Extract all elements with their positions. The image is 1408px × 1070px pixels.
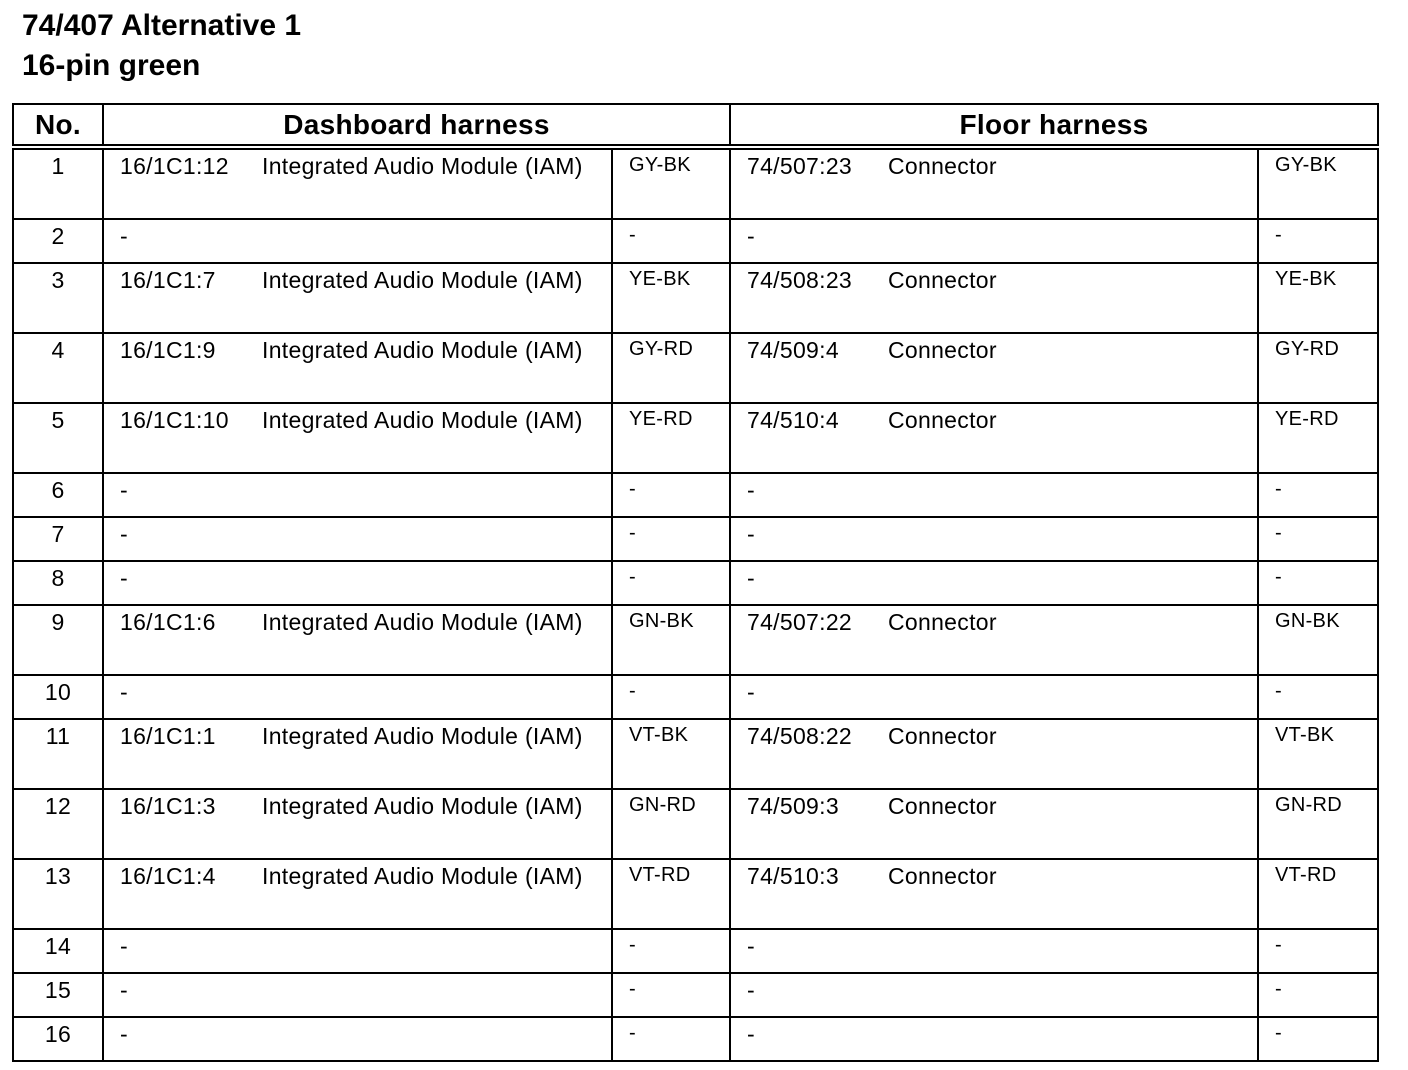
dashboard-cell xyxy=(103,263,612,333)
dashboard-wire-color: - xyxy=(612,1017,730,1061)
dashboard-cell xyxy=(103,789,612,859)
floor-cell xyxy=(730,561,1258,605)
floor-cell xyxy=(730,473,1258,517)
floor-component: Connector xyxy=(888,609,997,635)
floor-cell xyxy=(730,929,1258,973)
floor-pin-code: - xyxy=(747,977,755,1003)
dashboard-cell xyxy=(103,517,612,561)
floor-cell xyxy=(730,859,1258,929)
dashboard-pin-code: 16/1C1:12 xyxy=(120,153,229,179)
pin-number: 10 xyxy=(13,675,103,719)
floor-pin-code: 74/510:4 xyxy=(747,407,839,433)
floor-pin-code: 74/510:3 xyxy=(747,863,839,889)
floor-wire-color: YE-BK xyxy=(1258,263,1378,333)
dashboard-cell xyxy=(103,605,612,675)
dashboard-wire-color: - xyxy=(612,561,730,605)
floor-wire-color: YE-RD xyxy=(1258,403,1378,473)
pin-number: 2 xyxy=(13,219,103,263)
floor-component xyxy=(888,221,1257,252)
dashboard-wire-color: GY-RD xyxy=(612,333,730,403)
table-header-row xyxy=(13,104,1378,147)
floor-cell xyxy=(730,147,1258,219)
dashboard-cell xyxy=(103,719,612,789)
dashboard-cell xyxy=(103,973,612,1017)
header-dashboard-harness: Dashboard harness xyxy=(103,104,730,147)
floor-wire-color: - xyxy=(1258,219,1378,263)
floor-cell xyxy=(730,973,1258,1017)
floor-cell xyxy=(730,675,1258,719)
dashboard-component xyxy=(262,475,611,506)
dashboard-pin-code: 16/1C1:6 xyxy=(120,609,216,635)
floor-wire-color: VT-BK xyxy=(1258,719,1378,789)
dashboard-wire-color: VT-BK xyxy=(612,719,730,789)
floor-wire-color: - xyxy=(1258,561,1378,605)
dashboard-component xyxy=(262,519,611,550)
dashboard-wire-color: GN-BK xyxy=(612,605,730,675)
dashboard-component: Integrated Audio Module (IAM) xyxy=(262,723,583,749)
dashboard-component: Integrated Audio Module (IAM) xyxy=(262,153,583,179)
dashboard-pin-code: 16/1C1:3 xyxy=(120,793,216,819)
floor-component: Connector xyxy=(888,267,997,293)
dashboard-wire-color: GN-RD xyxy=(612,789,730,859)
dashboard-cell xyxy=(103,333,612,403)
pin-rows xyxy=(13,147,1378,1061)
dashboard-pin-code: - xyxy=(120,565,128,591)
dashboard-pin-code: 16/1C1:10 xyxy=(120,407,229,433)
pin-number: 5 xyxy=(13,403,103,473)
table-row xyxy=(13,561,1378,605)
dashboard-pin-code: - xyxy=(120,977,128,1003)
table-row xyxy=(13,789,1378,859)
dashboard-wire-color: - xyxy=(612,517,730,561)
dashboard-wire-color: YE-RD xyxy=(612,403,730,473)
pin-number: 11 xyxy=(13,719,103,789)
floor-component xyxy=(888,519,1257,550)
dashboard-pin-code: - xyxy=(120,933,128,959)
floor-component: Connector xyxy=(888,793,997,819)
floor-pin-code: - xyxy=(747,565,755,591)
document-title xyxy=(22,6,301,86)
dashboard-pin-code: 16/1C1:7 xyxy=(120,267,216,293)
pin-number: 7 xyxy=(13,517,103,561)
dashboard-pin-code: 16/1C1:4 xyxy=(120,863,216,889)
dashboard-component xyxy=(262,563,611,594)
dashboard-cell xyxy=(103,219,612,263)
floor-cell xyxy=(730,333,1258,403)
dashboard-component: Integrated Audio Module (IAM) xyxy=(262,609,583,635)
floor-component xyxy=(888,563,1257,594)
floor-pin-code: 74/508:22 xyxy=(747,723,853,749)
dashboard-pin-code: 16/1C1:1 xyxy=(120,723,216,749)
header-floor-harness: Floor harness xyxy=(730,104,1378,147)
floor-component xyxy=(888,475,1257,506)
floor-component xyxy=(888,677,1257,708)
table-row xyxy=(13,473,1378,517)
dashboard-component: Integrated Audio Module (IAM) xyxy=(262,267,583,293)
floor-cell xyxy=(730,789,1258,859)
pin-number: 3 xyxy=(13,263,103,333)
table-row xyxy=(13,605,1378,675)
floor-pin-code: 74/509:4 xyxy=(747,337,839,363)
floor-wire-color: - xyxy=(1258,473,1378,517)
dashboard-wire-color: YE-BK xyxy=(612,263,730,333)
dashboard-component xyxy=(262,221,611,252)
table-row xyxy=(13,403,1378,473)
floor-pin-code: 74/508:23 xyxy=(747,267,853,293)
dashboard-wire-color: - xyxy=(612,929,730,973)
pin-number: 8 xyxy=(13,561,103,605)
floor-wire-color: - xyxy=(1258,517,1378,561)
floor-pin-code: - xyxy=(747,477,755,503)
table-row xyxy=(13,859,1378,929)
dashboard-pin-code: - xyxy=(120,679,128,705)
dashboard-cell xyxy=(103,675,612,719)
floor-wire-color: GN-RD xyxy=(1258,789,1378,859)
floor-wire-color: - xyxy=(1258,929,1378,973)
title-pin-line: 16-pin green xyxy=(22,49,201,82)
dashboard-component xyxy=(262,975,611,1006)
table-row xyxy=(13,517,1378,561)
table-row xyxy=(13,675,1378,719)
floor-wire-color: - xyxy=(1258,973,1378,1017)
table-row xyxy=(13,719,1378,789)
floor-component: Connector xyxy=(888,153,997,179)
dashboard-component xyxy=(262,677,611,708)
dashboard-component: Integrated Audio Module (IAM) xyxy=(262,793,583,819)
dashboard-pin-code: - xyxy=(120,477,128,503)
floor-component xyxy=(888,975,1257,1006)
floor-pin-code: - xyxy=(747,679,755,705)
table-row xyxy=(13,929,1378,973)
floor-cell xyxy=(730,1017,1258,1061)
pin-table xyxy=(12,103,1379,1062)
floor-wire-color: GY-RD xyxy=(1258,333,1378,403)
floor-cell xyxy=(730,263,1258,333)
dashboard-pin-code: - xyxy=(120,1021,128,1047)
table-row xyxy=(13,147,1378,219)
floor-pin-code: 74/507:22 xyxy=(747,609,853,635)
title-connector-line: 74/407 Alternative 1 xyxy=(22,9,302,42)
floor-component: Connector xyxy=(888,723,997,749)
pin-number: 1 xyxy=(13,147,103,219)
floor-component xyxy=(888,931,1257,962)
floor-cell xyxy=(730,403,1258,473)
dashboard-cell xyxy=(103,1017,612,1061)
pin-number: 15 xyxy=(13,973,103,1017)
dashboard-wire-color: GY-BK xyxy=(612,147,730,219)
dashboard-cell xyxy=(103,859,612,929)
dashboard-cell xyxy=(103,147,612,219)
dashboard-cell xyxy=(103,403,612,473)
dashboard-wire-color: - xyxy=(612,675,730,719)
floor-wire-color: VT-RD xyxy=(1258,859,1378,929)
floor-wire-color: GY-BK xyxy=(1258,147,1378,219)
pin-number: 13 xyxy=(13,859,103,929)
pin-number: 9 xyxy=(13,605,103,675)
dashboard-cell xyxy=(103,473,612,517)
pin-number: 12 xyxy=(13,789,103,859)
pin-number: 14 xyxy=(13,929,103,973)
dashboard-component: Integrated Audio Module (IAM) xyxy=(262,863,583,889)
floor-cell xyxy=(730,517,1258,561)
dashboard-wire-color: - xyxy=(612,219,730,263)
floor-wire-color: - xyxy=(1258,1017,1378,1061)
table-row xyxy=(13,973,1378,1017)
dashboard-pin-code: 16/1C1:9 xyxy=(120,337,216,363)
dashboard-pin-code: - xyxy=(120,223,128,249)
dashboard-wire-color: VT-RD xyxy=(612,859,730,929)
floor-component xyxy=(888,1019,1257,1050)
dashboard-pin-code: - xyxy=(120,521,128,547)
floor-cell xyxy=(730,605,1258,675)
table-row xyxy=(13,1017,1378,1061)
pin-number: 16 xyxy=(13,1017,103,1061)
dashboard-component xyxy=(262,931,611,962)
table-row xyxy=(13,263,1378,333)
floor-pin-code: - xyxy=(747,1021,755,1047)
floor-component: Connector xyxy=(888,863,997,889)
floor-wire-color: - xyxy=(1258,675,1378,719)
table-row xyxy=(13,333,1378,403)
dashboard-wire-color: - xyxy=(612,473,730,517)
floor-pin-code: 74/509:3 xyxy=(747,793,839,819)
floor-pin-code: 74/507:23 xyxy=(747,153,853,179)
floor-pin-code: - xyxy=(747,521,755,547)
floor-wire-color: GN-BK xyxy=(1258,605,1378,675)
floor-component: Connector xyxy=(888,337,997,363)
floor-component: Connector xyxy=(888,407,997,433)
dashboard-component: Integrated Audio Module (IAM) xyxy=(262,407,583,433)
header-no: No. xyxy=(13,104,103,147)
pin-number: 4 xyxy=(13,333,103,403)
dashboard-cell xyxy=(103,929,612,973)
floor-pin-code: - xyxy=(747,223,755,249)
table-row xyxy=(13,219,1378,263)
floor-cell xyxy=(730,719,1258,789)
pin-number: 6 xyxy=(13,473,103,517)
dashboard-component xyxy=(262,1019,611,1050)
floor-pin-code: - xyxy=(747,933,755,959)
floor-cell xyxy=(730,219,1258,263)
dashboard-wire-color: - xyxy=(612,973,730,1017)
dashboard-cell xyxy=(103,561,612,605)
dashboard-component: Integrated Audio Module (IAM) xyxy=(262,337,583,363)
